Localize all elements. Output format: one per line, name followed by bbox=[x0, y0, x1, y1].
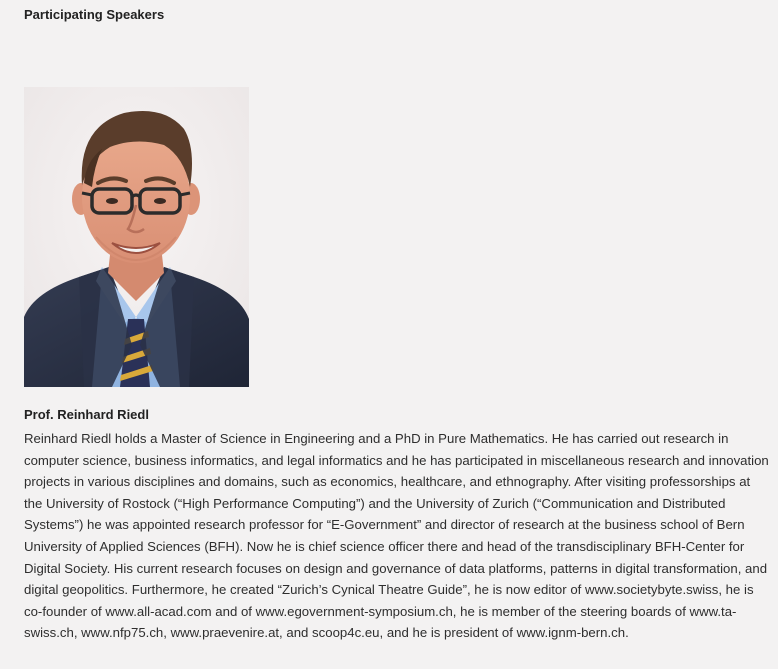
speaker-bio: Reinhard Riedl holds a Master of Science in Engineering and a PhD in Pure Mathematics. He has carried out research in computer science, business informatics, and legal informatics and he has participated in miscellaneous research and innovation projects in various disciplines and domains, such as economics, healthcare, and ethnography. After visiting professorships at the University of Rostock (“High Performance Computing”) and the University of Zurich (“Communication and Distributed Systems”) he was appointed research professor for “E-Government” and director of research at the business school of Bern University of Applied Sciences (BFH). Now he is chief science officer there and head of the transdisciplinary BFH-Center for Digital Society. His current research focuses on design and governance of data platforms, patterns in digital transformation, and digital geopolitics. Furthermore, he created “Zurich’s Cynical Theatre Guide”, he is now editor of www.societybyte.swiss, he is co-founder of www.all-acad.com and of www.egovernment-symposium.ch, he is member of the steering boards of www.ta-swiss.ch, www.nfp75.ch, www.praevenire.at, and scoop4c.eu, and he is president of www.ignm-bern.ch. bbox=[24, 431, 769, 641]
speaker-photo bbox=[24, 87, 249, 387]
section-title: Participating Speakers bbox=[24, 7, 165, 22]
speaker-name: Prof. Reinhard Riedl bbox=[24, 407, 149, 422]
